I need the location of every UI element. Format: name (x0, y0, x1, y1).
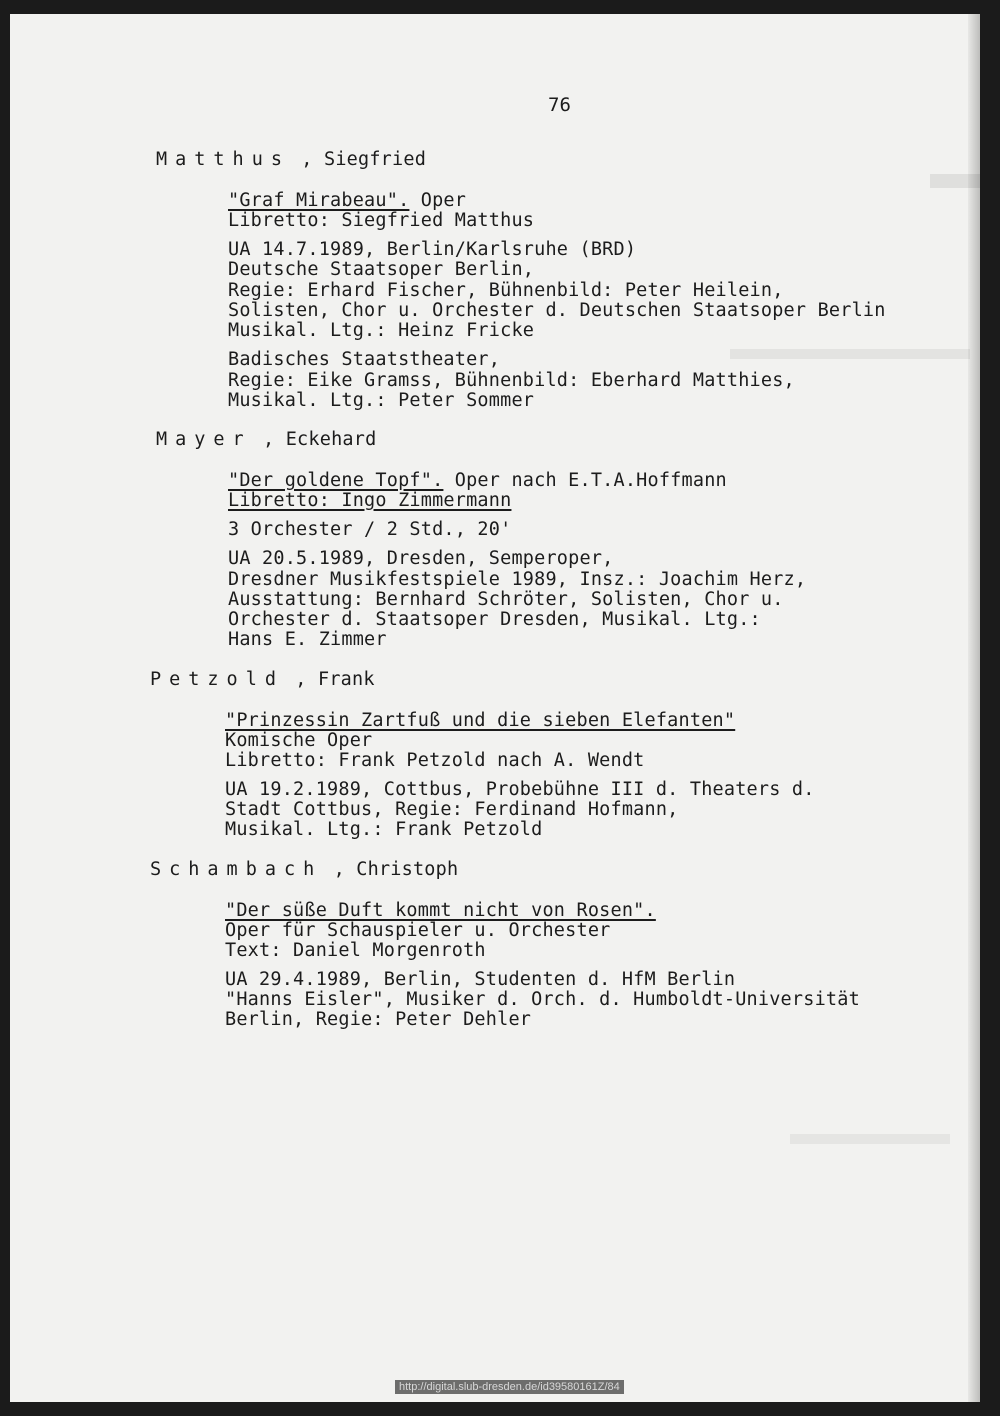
composer-heading: Petzold , Frank (150, 669, 375, 690)
composer-surname: Petzold (150, 669, 284, 690)
entry-line: Text: Daniel Morgenroth (225, 940, 486, 961)
entry-line: UA 14.7.1989, Berlin/Karlsruhe (BRD) (228, 239, 637, 260)
composer-heading: Schambach , Christoph (150, 859, 459, 880)
entry-line: 3 Orchester / 2 Std., 20' (228, 519, 512, 540)
entry-line: Solisten, Chor u. Orchester d. Deutschen Staatsoper Berlin (228, 300, 886, 321)
entry-line: Regie: Eike Gramss, Bühnenbild: Eberhard Matthies, (228, 370, 795, 391)
entry-line: Musikal. Ltg.: Frank Petzold (225, 819, 543, 840)
entry-line: UA 20.5.1989, Dresden, Semperoper, (228, 548, 614, 569)
entry-line: Ausstattung: Bernhard Schröter, Solisten, Chor u. (228, 589, 784, 610)
work-title: "Graf Mirabeau". (228, 190, 410, 211)
entry-line: UA 29.4.1989, Berlin, Studenten d. HfM Berlin (225, 969, 736, 990)
composer-heading: Mayer , Eckehard (156, 429, 377, 450)
entry-line: Libretto: Siegfried Matthus (228, 210, 535, 231)
composer-first-name: Eckehard (285, 429, 377, 450)
composer-heading: Matthus , Siegfried (156, 149, 427, 170)
work-title-line (228, 471, 727, 491)
entry-line: Komische Oper (225, 730, 373, 751)
entry-line: Libretto: Frank Petzold nach A. Wendt (225, 750, 645, 771)
page-number: 76 (548, 94, 571, 116)
entry-line: Orchester d. Staatsoper Dresden, Musikal. Ltg.: (228, 609, 761, 630)
composer-surname: Schambach (150, 859, 323, 880)
entry-line: Deutsche Staatsoper Berlin, (228, 259, 535, 280)
work-title-suffix: Oper (409, 190, 467, 211)
entry-line: Hans E. Zimmer (228, 629, 387, 650)
entry-line: Dresdner Musikfestspiele 1989, Insz.: Joachim Herz, (228, 569, 807, 590)
entry-line: Regie: Erhard Fischer, Bühnenbild: Peter Heilein, (228, 280, 784, 301)
composer-first-name: Frank (317, 669, 375, 690)
work-title-line (225, 901, 656, 921)
entry-line: Oper für Schauspieler u. Orchester (225, 920, 611, 941)
document-page (10, 14, 980, 1402)
page-edge-shadow (968, 14, 980, 1402)
work-title-suffix: Oper nach E.T.A.Hoffmann (443, 470, 727, 491)
entry-line: Stadt Cottbus, Regie: Ferdinand Hofmann, (225, 799, 679, 820)
entry-line: "Hanns Eisler", Musiker d. Orch. d. Humboldt-Universität (225, 989, 860, 1010)
entry-line: UA 19.2.1989, Cottbus, Probebühne III d. Theaters d. (225, 779, 815, 800)
work-title: "Der goldene Topf". (228, 470, 444, 491)
composer-first-name: Christoph (356, 859, 459, 880)
composer-surname: Mayer (156, 429, 252, 450)
entry-line: Musikal. Ltg.: Peter Sommer (228, 390, 535, 411)
entry-line: Libretto: Ingo Zimmermann (228, 490, 512, 511)
work-title: "Der süße Duft kommt nicht von Rosen". (225, 900, 656, 921)
composer-first-name: Siegfried (323, 149, 427, 170)
entry-line: Badisches Staatstheater, (228, 349, 501, 370)
work-title-line (225, 711, 735, 731)
source-url-watermark: http://digital.slub-dresden.de/id39580161Z/84 (395, 1380, 624, 1394)
entry-line: Berlin, Regie: Peter Dehler (225, 1009, 532, 1030)
work-title: "Prinzessin Zartfuß und die sieben Elefanten" (225, 710, 736, 731)
composer-surname: Matthus (156, 149, 290, 170)
work-title-line (228, 191, 466, 211)
entry-line: Musikal. Ltg.: Heinz Fricke (228, 320, 535, 341)
